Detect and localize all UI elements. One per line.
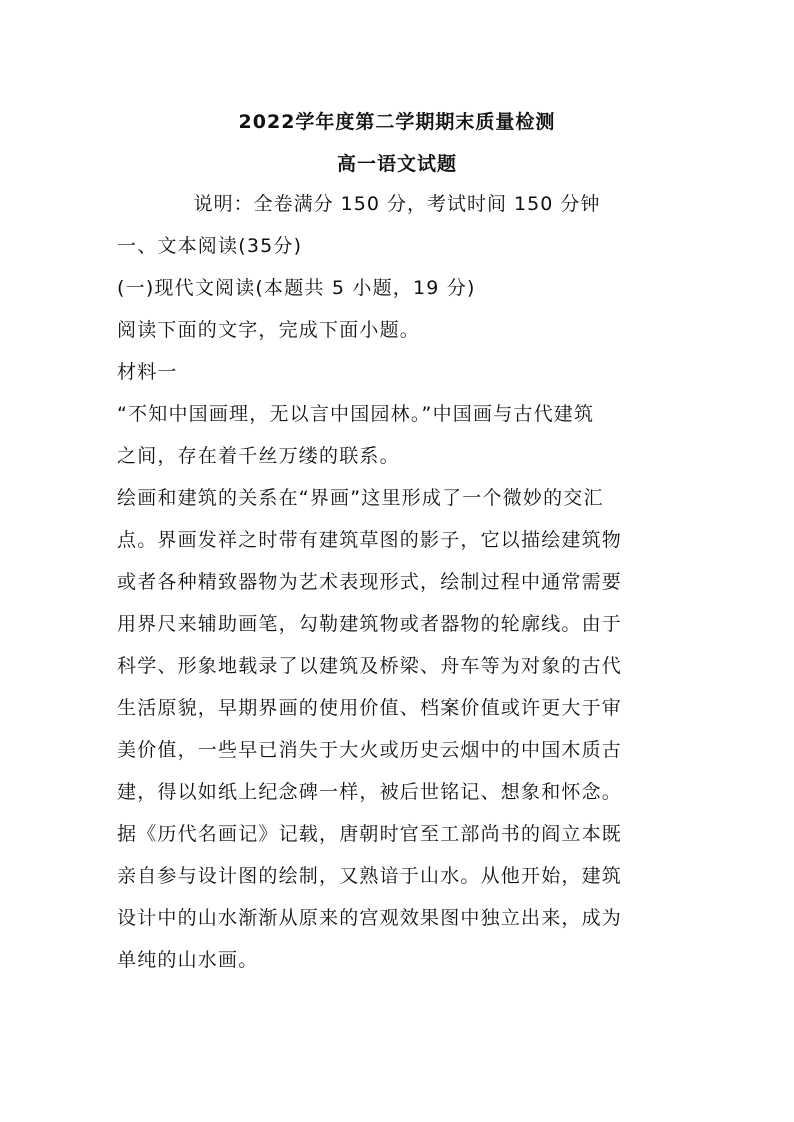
material-label: 材料一 (117, 361, 178, 383)
body-line: 设计中的山水渐渐从原来的宫观效果图中独立出来，成为 (117, 907, 623, 929)
body-line: 亲自参与设计图的绘制，又熟谙于山水。从他开始，建筑 (117, 865, 623, 887)
body-line: 点。界画发祥之时带有建筑草图的影子，它以描绘建筑物 (117, 529, 623, 551)
part-heading: (一)现代文阅读(本题共 5 小题，19 分) (117, 277, 476, 299)
body-line: 据《历代名画记》记载，唐朝时官至工部尚书的阎立本既 (117, 823, 623, 845)
body-line: 用界尺来辅助画笔，勾勒建筑物或者器物的轮廓线。由于 (117, 613, 623, 635)
exam-instructions-note: 说明：全卷满分 150 分，考试时间 150 分钟 (193, 193, 601, 215)
body-line: 之间，存在着千丝万缕的联系。 (117, 445, 400, 467)
exam-subtitle: 高一语文试题 (336, 153, 457, 175)
body-line: 绘画和建筑的关系在“界画”这里形成了一个微妙的交汇 (117, 487, 604, 509)
body-line: “不知中国画理，无以言中国园林。”中国画与古代建筑 (117, 403, 595, 425)
body-line: 单纯的山水画。 (117, 949, 259, 971)
section-heading: 一、文本阅读(35分) (117, 235, 303, 257)
body-line: 美价值，一些早已消失于大火或历史云烟中的中国木质古 (117, 739, 623, 761)
body-line: 或者各种精致器物为艺术表现形式，绘制过程中通常需要 (117, 571, 623, 593)
exam-title: 2022学年度第二学期期末质量检测 (238, 111, 556, 133)
body-line: 建，得以如纸上纪念碑一样，被后世铭记、想象和怀念。 (117, 781, 623, 803)
reading-instruction: 阅读下面的文字，完成下面小题。 (117, 319, 421, 341)
body-line: 生活原貌，早期界画的使用价值、档案价值或许更大于审 (117, 697, 623, 719)
body-line: 科学、形象地载录了以建筑及桥梁、舟车等为对象的古代 (117, 655, 623, 677)
